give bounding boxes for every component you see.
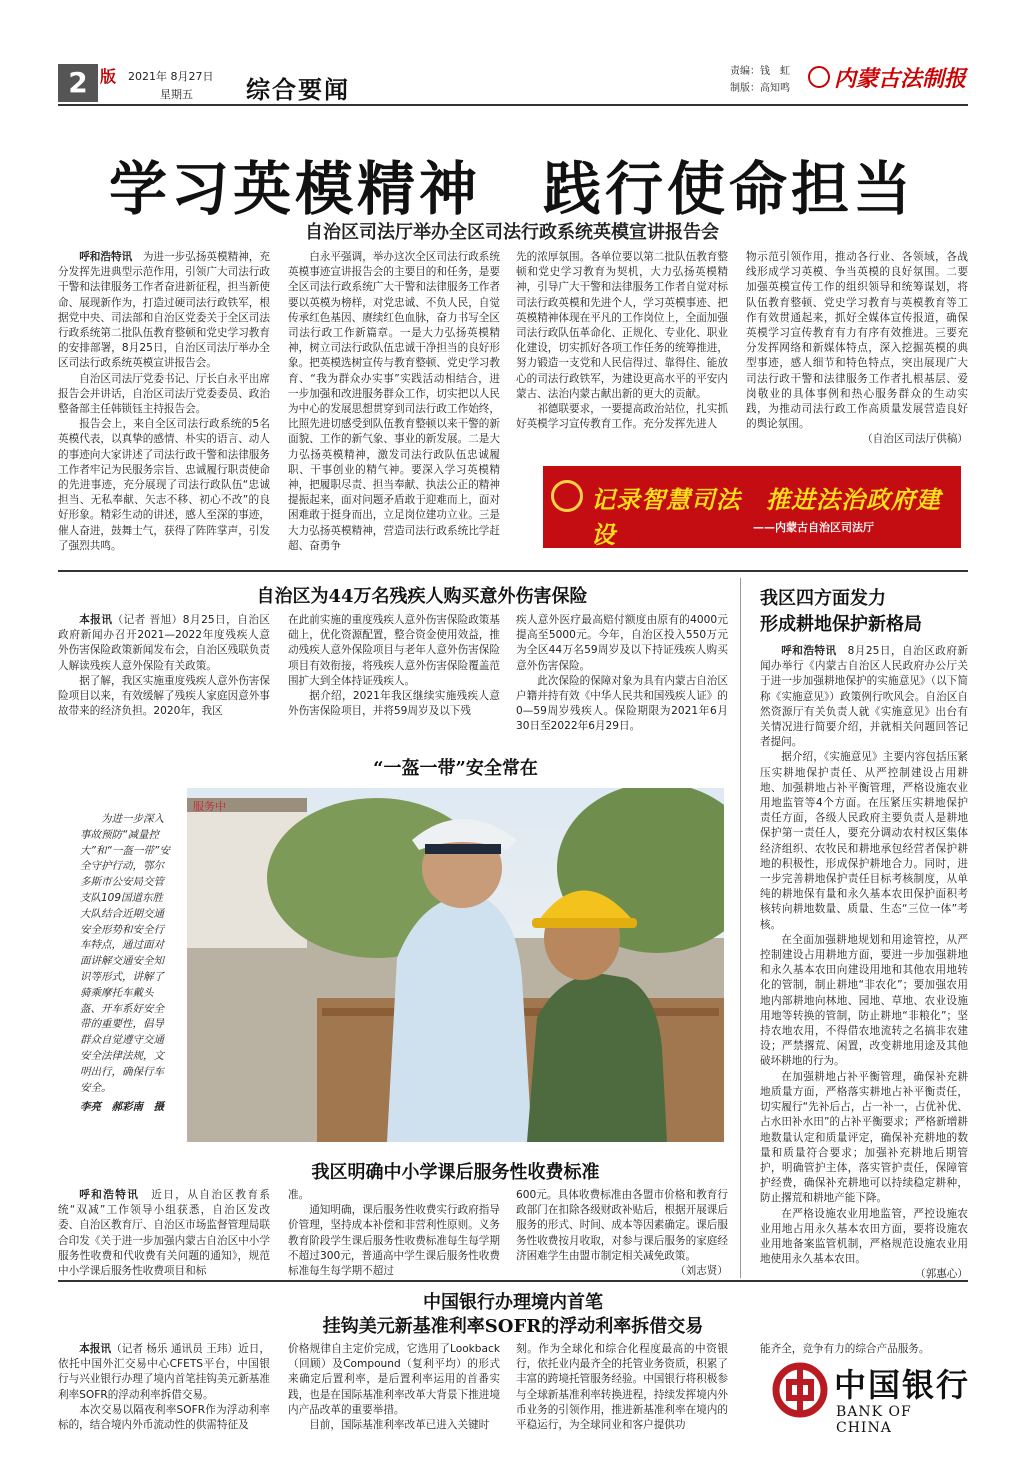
photo-sign-text: 服务中 <box>193 800 226 813</box>
editor: 责编：钱 虹 <box>730 66 790 77</box>
source-credit: （刘志贤） <box>675 1265 728 1278</box>
party-emblem-icon <box>551 480 583 512</box>
paragraph: 价格规律自主定价完成，它选用了Lookback（回顾）及Compound（复利平均）的形式来确定后置利率，是后置利率运用的首番实践，也是在国际基准利率改革大背景下推进境内产品改革的重要举措。 <box>288 1343 500 1416</box>
paragraph: 刻。作为全球化和综合化程度最高的中资银行，依托业内最齐全的托管业务资质，积累了丰富的跨境托管服务经验。中国银行将积极参与全球新基准利率转换进程，持续发挥境内外币业务的引领作用，推进新基准利率在境内的平稳运行，为全球同业和客户提供功 <box>516 1343 728 1432</box>
paragraph: 目前，国际基准利率改革已进入关键时 <box>309 1419 490 1432</box>
bank-column-1 <box>58 1342 270 1433</box>
paragraph: 先的浓厚氛围。各单位要以第二批队伍教育整顿和党史学习教育为契机，大力弘扬英模精神，引导广大干警和法律服务工作者自觉对标司法行政英模和先进个人，学习英模事迹、把英模精神体现在平凡的工作岗位上，全面加强司法行政队伍革命化、正规化、专业化、职业化建设，切实抓好各项工作任务的统筹推进，努力锻造一支党和人民信得过、靠得住、能放心的司法行政铁军，为建设更高水平的平安内蒙古、法治内蒙古献出新的更大的贡献。 <box>516 251 728 400</box>
section-rule <box>58 1280 968 1282</box>
source-credit: （郭惠心） <box>915 1268 968 1281</box>
paragraph: 自治区司法厅党委书记、厅长白永平出席报告会并讲话，自治区司法厅党委委员、政治整备部主任韩锁钰主持报告会。 <box>58 372 270 416</box>
photo-illustration <box>187 788 724 1142</box>
insurance-headline: 自治区为44万名残疾人购买意外伤害保险 <box>256 586 588 607</box>
safety-headline: “一盔一带”安全常在 <box>373 758 538 779</box>
newspaper-masthead <box>808 62 966 93</box>
edition-label: 版 <box>100 67 117 86</box>
main-headline: 学习英模精神 践行使命担当 <box>108 155 915 223</box>
banner-title: 记录智慧司法 推进法治政府建设 <box>591 485 941 548</box>
paragraph: 疾人意外医疗最高赔付额度由原有的4000元提高至5000元。今年，自治区投入550万元为全区44万名59周岁及以下持证残疾人购买意外伤害保险。 <box>516 614 728 672</box>
paragraph: 物示范引领作用，推动各行业、各领域，各战线形成学习英模、争当英模的良好氛围。二要加强英模宣传工作的组织领导和统筹谋划，将队伍教育整顿、党史学习教育与英模教育等工作有效贯通起来，抓好全媒体宣传报道，确保英模学习宣传教育有力有序有效推进。三要充分发挥网络和新媒体特点，深入挖掘英模的典型事迹，感人细节和特色特点，突出展现广大司法行政干警和法律服务工作者扎根基层、爱岗敬业的具体事例和热心服务群众的生动实践，为推动司法行政工作高质量发展营造良好的舆论氛围。 <box>746 251 968 431</box>
bank-column-2 <box>288 1342 500 1433</box>
banner-org: ——内蒙古自治区司法厅 <box>753 521 874 534</box>
masthead-logo-icon <box>808 66 830 88</box>
paragraph: 通知明确，课后服务性收费实行政府指导价管理，坚持成本补偿和非营利性原则。义务教育阶段学生课后服务性收费标准每生每学期不超过300元，普通高中学生课后服务性收费标准每生每学期不超过 <box>288 1204 500 1278</box>
bank-logo-cn: 中国银行 <box>834 1366 971 1404</box>
lead-column-4 <box>746 250 968 448</box>
promo-banner <box>543 466 961 548</box>
issue-weekday: 星期五 <box>160 88 193 101</box>
section-rule <box>58 570 968 572</box>
source-credit: （自治区司法厅供稿） <box>862 433 968 446</box>
paragraph: 本次交易以隔夜利率SOFR作为浮动利率标的，结合境内外币流动性的供需特征及 <box>58 1403 270 1432</box>
paragraph: 据了解，我区实施重度残疾人意外伤害保险项目以来，有效缓解了残疾人家庭因意外事故带来的经济负担。2020年，我区 <box>58 674 270 718</box>
paragraph: 在全面加强耕地规划和用途管控，从严控制建设占用耕地方面，要进一步加强耕地和永久基本农田向建设用地和其他农用地转化的管制，制止耕地“非农化”；要加强农用地内部耕地向林地、园地、草地、农业设施用地等转换的管制，防止耕地“非粮化”；坚持农地农用，不得借农地流转之名搞非农建设；严禁撂荒、闲置，改变耕地用途及其他破坏耕地的行为。 <box>760 933 968 1068</box>
page-number: 2 <box>58 64 98 102</box>
paragraph: 据介绍，《实施意见》主要内容包括压紧压实耕地保护责任、从严控制建设占用耕地、加强耕地占补平衡管理，严格设施农业用地监管等4个方面。在压紧压实耕地保护责任方面，各级人民政府主要负责人是耕地保护第一责任人，要充分调动农村权区集体经济组织、农牧民和耕地承包经营者保护耕地的积极性，形成保护耕地合力。同时，进一步完善耕地保护责任目标考核制度，从单纯的耕地保有量和永久基本农田保护面积考核转向耕地数量、质量、生态“三位一体”考核。 <box>760 751 968 931</box>
school-column-3 <box>516 1188 728 1279</box>
bank-headline-line-1: 中国银行办理境内首笔 <box>423 1292 603 1313</box>
school-column-1 <box>58 1188 270 1279</box>
farmland-headline-line-1: 我区四方面发力 <box>760 588 886 609</box>
main-subheadline: 自治区司法厅举办全区司法行政系统英模宣讲报告会 <box>305 222 719 243</box>
paragraph: 能齐全，竞争有力的综合产品服务。 <box>760 1343 930 1355</box>
lead-column-2 <box>288 250 500 554</box>
photo-caption: 为进一步深入事故预防“减量控大”和“一盔一带”安全守护行动，鄂尔多斯市公安局交管支队109国道东胜大队结合近期交通安全形势和安全行车特点，通过面对面讲解交通安全知识等形式，讲解了骑乘摩托车戴头盔、开车系好安全带的重要性，倡导群众自觉遵守交通安全法律法规，文明出行，确保行车安全。 <box>80 813 170 1094</box>
section-title: 综合要闻 <box>246 75 350 104</box>
insurance-column-3 <box>516 613 728 735</box>
bank-column-3 <box>516 1342 728 1433</box>
paragraph: 准。 <box>288 1189 310 1201</box>
school-headline: 我区明确中小学课后服务性收费标准 <box>311 1162 600 1183</box>
producer: 制版：高知鸣 <box>730 83 790 94</box>
column-rule <box>740 578 741 1278</box>
boc-emblem-icon <box>772 1362 828 1418</box>
insurance-column-2 <box>288 613 500 719</box>
photo-credit: 李亮 郝彩南 摄 <box>80 1101 164 1114</box>
traffic-police-photo <box>187 788 724 1142</box>
paragraph: 祁德联要求，一要提高政治站位，扎实抓好英模学习宣传教育工作。充分发挥先进人 <box>516 403 728 431</box>
paragraph: 据介绍，2021年我区继续实施残疾人意外伤害保险项目，并将59周岁及以下残 <box>288 690 500 718</box>
paragraph: 在加强耕地占补平衡管理，确保补充耕地质量方面，严格落实耕地占补平衡责任，切实履行“先补后占，占一补一，占优补优、占水田补水田”的占补平衡要求；严格新增耕地数量认定和质量评定，确保补充耕地的数量和质量符合要求；加强补充耕地后期管护，明确管护主体，落实管护责任，保障管护经费，确保补充耕地可以持续稳定耕种，防止撂荒和耕地产能下降。 <box>760 1070 968 1205</box>
paragraph: 白永平强调，举办这次全区司法行政系统英模事迹宣讲报告会的主要目的和任务，是要全区司法行政系统广大干警和法律服务工作者要以英模为榜样，对党忠诚、不负人民，自觉传承红色基因、赓续红色血脉，奋力书写全区司法行政工作新篇章。一是大力弘扬英模精神，树立司法行政队伍忠诚干净担当的良好形象。把英模选树宣传与教育整顿、党史学习教育、“我为群众办实事”实践活动相结合，进一步加强和改进服务群众工作，切实把以人民为中心的发展思想贯穿到司法行政工作始终，比照先进切感受到队伍教育整顿以来干警的新面貌、工作的新气象、事业的新发展。二是大力弘扬英模精神，激发司法行政队伍忠诚履职、干事创业的精气神。要深入学习英模精神，把履职尽责、担当奉献、执法公正的精神提振起来，面对问题矛盾敢于迎难而上，面对困难敢于挺身而出，立足岗位建功立业。三是大力弘扬英模精神，营造司法行政系统比学赶超、奋勇争 <box>288 251 500 552</box>
lead-column-3 <box>516 250 728 432</box>
masthead-title: 内蒙古法制报 <box>834 66 967 92</box>
paragraph: 在此前实施的重度残疾人意外伤害保险政策基础上，优化资源配置，整合资金使用效益，推动残疾人意外保险项目与老年人意外伤害保险项目有效衔接，将残疾人意外伤害保险覆盖范围扩大到全体持证残疾人。 <box>288 614 500 687</box>
paragraph: 报告会上，来自全区司法行政系统的5名英模代表，以真挚的感情、朴实的语言、动人的事迹向大家讲述了司法行政干警和法律服务工作者牢记为民服务宗旨、忠诚履行职责使命的先进事迹，充分展现了司法行政队伍“忠诚担当、无私奉献、矢志不移、初心不改”的良好形象。精彩生动的讲述，感人至深的事迹，催人奋进，鼓舞士气，获得了阵阵掌声，引发了强烈共鸣。 <box>58 418 270 552</box>
paragraph: 本报讯（记者 杨乐 通讯员 王玮）近日，依托中国外汇交易中心CFETS平台，中国银行与兴业银行办理了境内首笔挂钩美元新基准利率SOFR的浮动利率拆借交易。 <box>58 1343 271 1401</box>
bank-of-china-logo <box>772 1354 972 1436</box>
paragraph: 呼和浩特讯 近日，从自治区教育系统“双减”工作领导小组获悉，自治区发改委、自治区教育厅、自治区市场监督管理局联合印发《关于进一步加强内蒙古自治区中小学服务性收费和代收费有关问题的通知》，规范中小学课后服务性收费项目和标 <box>58 1189 271 1278</box>
paragraph: 呼和浩特讯 8月25日，自治区政府新闻办举行《内蒙古自治区人民政府办公厅关于进一步加强耕地保护的实施意见》（以下简称《实施意见》）政策例行吹风会。自治区自然资源厅有关负责人就《实施意见》出台有关情况进行简要介绍，并就相关问题回答记者提问。 <box>760 645 968 749</box>
school-column-2 <box>288 1188 500 1279</box>
paragraph: 此次保险的保障对象为具有内蒙古自治区户籍并持有效《中华人民共和国残疾人证》的0—59周岁残疾人。保险期限为2021年6月30日至2022年6月29日。 <box>516 674 728 733</box>
header-rule <box>58 104 968 106</box>
bank-logo-en: BANK OF CHINA <box>836 1404 912 1436</box>
farmland-body <box>760 644 968 1283</box>
paragraph: 本报讯（记者 晋旭）8月25日，自治区政府新闻办召开2021—2022年度残疾人意外伤害保险政策新闻发布会，自治区残联负责人解读残疾人意外保险有关政策。 <box>58 614 270 672</box>
paragraph: 呼和浩特讯 为进一步弘扬英模精神，充分发挥先进典型示范作用，引领广大司法行政干警和法律服务工作者奋进新征程，担当新使命、展现新作为，打造过硬司法行政铁军，根据党中央、司法部和自治区党委关于全区司法行政系统第二批队伍教育整顿和党史学习教育的安排部署，8月25日，自治区司法厅举办全区司法行政系统英模宣讲报告会。 <box>58 251 271 370</box>
paragraph: 在严格设施农业用地监管，严控设施农业用地占用永久基本农田方面，要将设施农业用地备案监管机制，严格规范设施农业用地使用永久基本农田。 <box>760 1207 968 1266</box>
issue-date: 2021年 8月27日 <box>128 70 214 83</box>
photo-caption-block <box>80 812 172 1116</box>
insurance-column-1 <box>58 613 270 719</box>
paragraph: 600元。具体收费标准由各盟市价格和教育行政部门在扣除各级财政补贴后，根据开展课后服务的形式、时间、成本等因素确定。课后服务性收费按月收取，对参与课后服务的家庭经济困难学生由盟市制定相关减免政策。 <box>516 1189 728 1262</box>
editor-info <box>730 63 790 97</box>
farmland-headline-line-2: 形成耕地保护新格局 <box>760 614 922 635</box>
bank-headline-line-2: 挂钩美元新基准利率SOFR的浮动利率拆借交易 <box>322 1316 704 1337</box>
lead-column-1 <box>58 250 270 554</box>
